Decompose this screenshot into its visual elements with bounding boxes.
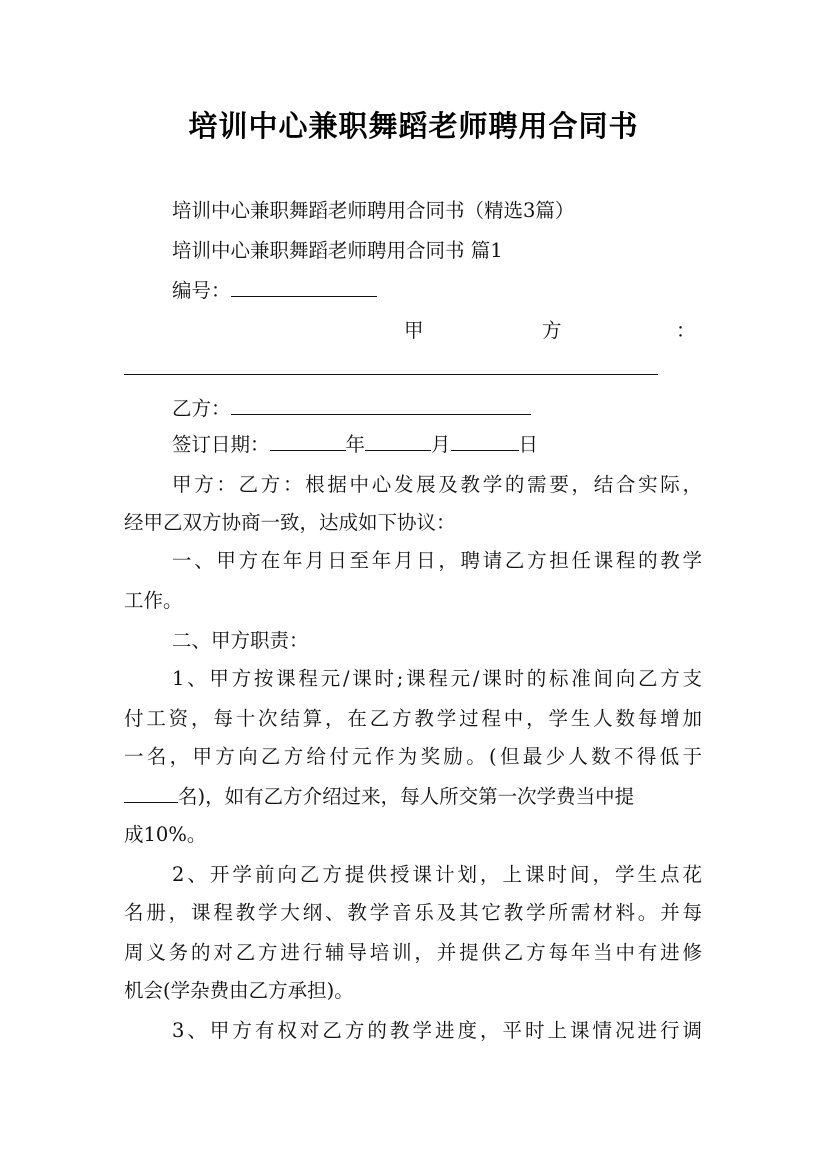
part-heading: 培训中心兼职舞蹈老师聘用合同书 篇1 bbox=[172, 239, 503, 262]
clause1-line-2: 工作。 bbox=[124, 589, 183, 612]
subtitle: 培训中心兼职舞蹈老师聘用合同书（精选3篇） bbox=[172, 199, 575, 222]
party-b-blank bbox=[231, 396, 531, 415]
item1-line-2: 付工资，每十次结算，在乙方教学过程中，学生人数每增加 bbox=[124, 707, 702, 730]
number-row bbox=[172, 278, 762, 304]
clause1-line-1: 一、甲方在年月日至年月日，聘请乙方担任课程的教学 bbox=[172, 549, 702, 572]
year-blank bbox=[270, 432, 346, 451]
item1-line-4-text: 名)，如有乙方介绍过来，每人所交第一次学费当中提 bbox=[178, 785, 635, 808]
item1-line-5: 成10%。 bbox=[124, 823, 207, 846]
clause2-heading: 二、甲方职责： bbox=[172, 629, 309, 652]
intro-line-2: 经甲乙双方协商一致，达成如下协议： bbox=[124, 511, 456, 534]
day-blank bbox=[451, 432, 519, 451]
month-blank bbox=[365, 432, 431, 451]
item2-line-4: 机会(学杂费由乙方承担)。 bbox=[124, 979, 354, 1002]
party-a-blank bbox=[124, 374, 658, 375]
intro-line-1: 甲方：乙方：根据中心发展及教学的需要，结合实际， bbox=[172, 473, 702, 496]
item2-line-3: 周义务的对乙方进行辅导培训，并提供乙方每年当中有进修 bbox=[124, 941, 702, 964]
number-blank bbox=[231, 278, 377, 297]
party-b-label: 乙方： bbox=[172, 397, 231, 420]
sign-date-row bbox=[172, 432, 762, 458]
item2-line-2: 名册，课程教学大纲、教学音乐及其它教学所需材料。并每 bbox=[124, 901, 702, 924]
item3-line-1: 3、甲方有权对乙方的教学进度，平时上课情况进行调 bbox=[172, 1019, 702, 1042]
sign-date-label: 签订日期： bbox=[172, 433, 270, 456]
item2-line-1: 2、开学前向乙方提供授课计划，上课时间，学生点花 bbox=[172, 863, 702, 886]
item1-line-4 bbox=[124, 784, 702, 810]
party-a-label-char2: 方 bbox=[542, 319, 562, 342]
item1-line-1: 1、甲方按课程元/课时;课程元/课时的标准间向乙方支 bbox=[172, 667, 702, 690]
party-a-colon: ： bbox=[676, 319, 696, 342]
month-label: 月 bbox=[431, 433, 451, 456]
document-title: 培训中心兼职舞蹈老师聘用合同书 bbox=[188, 109, 639, 143]
party-b-row bbox=[172, 396, 762, 422]
item1-line-3: 一名，甲方向乙方给付元作为奖励。(但最少人数不得低于 bbox=[124, 745, 702, 768]
party-a-label-char1: 甲 bbox=[404, 319, 424, 342]
number-label: 编号： bbox=[172, 279, 231, 302]
day-label: 日 bbox=[518, 433, 539, 456]
year-label: 年 bbox=[345, 433, 366, 456]
min-students-blank bbox=[124, 784, 178, 803]
